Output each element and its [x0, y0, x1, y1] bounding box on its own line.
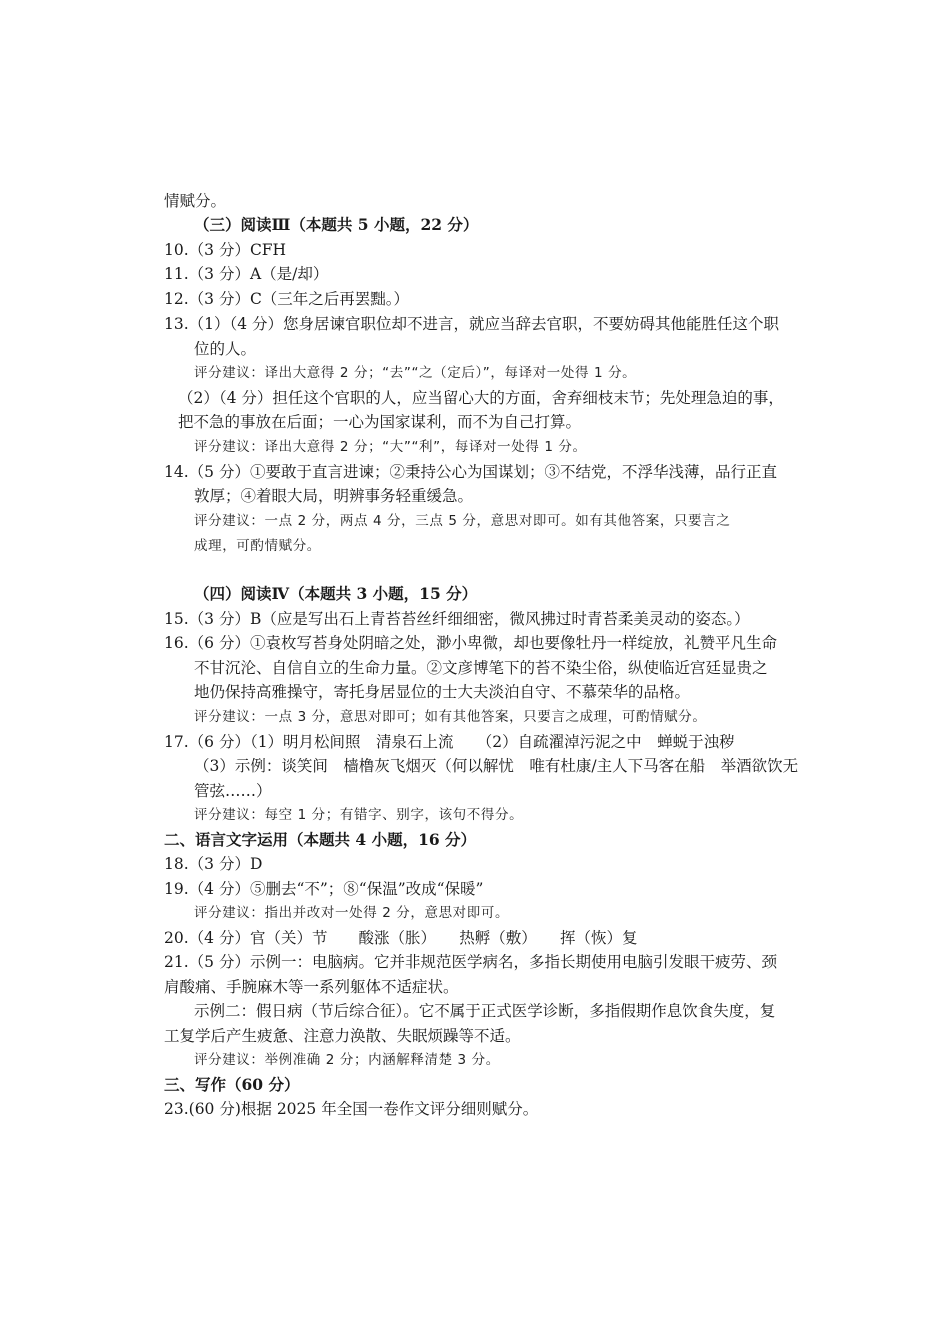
- grading-note: 评分建议：举例准确 2 分；内涵解释清楚 3 分。: [194, 1052, 500, 1068]
- answer-line: 地仍保持高雅操守，寄托身居显位的士大夫淡泊自守、不慕荣华的品格。: [194, 683, 691, 701]
- answer-line: 12.（3 分）C（三年之后再罢黜。）: [164, 290, 410, 308]
- grading-note: 评分建议：指出并改对一处得 2 分，意思对即可。: [194, 905, 510, 921]
- answer-line: 11.（3 分）A（是/却）: [164, 265, 329, 283]
- answer-line: 18.（3 分）D: [164, 855, 263, 873]
- answer-line: 19.（4 分）⑤删去“不”；⑧“保温”改成“保暖”: [164, 880, 484, 898]
- answer-line: 不甘沉沦、自信自立的生命力量。②文彦博笔下的苔不染尘俗，纵使临近宫廷显贵之: [194, 659, 768, 677]
- grading-note: 评分建议：每空 1 分；有错字、别字，该句不得分。: [194, 807, 524, 823]
- section-heading: 二、语言文字运用（本题共 4 小题，16 分）: [164, 830, 477, 849]
- section-heading: （四）阅读Ⅳ（本题共 3 小题，15 分）: [194, 584, 478, 603]
- answer-line: 13.（1）（4 分）您身居谏官职位却不进言，就应当辞去官职，不要妨碍其他能胜任这个职: [164, 315, 780, 333]
- answer-line: 工复学后产生疲惫、注意力涣散、失眠烦躁等不适。: [164, 1027, 521, 1045]
- section-heading: 三、写作（60 分）: [164, 1075, 300, 1094]
- answer-line: 17.（6 分）（1）明月松间照 清泉石上流 （2）自疏濯淖污泥之中 蝉蜕于浊秽: [164, 733, 735, 751]
- grading-note: 评分建议：译出大意得 2 分；“大”“利”，每译对一处得 1 分。: [194, 439, 587, 455]
- answer-line: 位的人。: [194, 340, 257, 358]
- answer-line: 肩酸痛、手腕麻木等一系列躯体不适症状。: [164, 978, 459, 996]
- answer-line: （3）示例：谈笑间 樯橹灰飞烟灭（何以解忧 唯有杜康/主人下马客在船 举酒欲饮无: [194, 757, 799, 775]
- text-line: 情赋分。: [164, 192, 227, 210]
- grading-note: 成理，可酌情赋分。: [194, 538, 321, 554]
- section-heading: （三）阅读Ⅲ（本题共 5 小题，22 分）: [194, 215, 479, 234]
- grading-note: 评分建议：一点 3 分，意思对即可；如有其他答案，只要言之成理，可酌情赋分。: [194, 709, 707, 725]
- answer-line: 管弦……）: [194, 782, 272, 800]
- grading-note: 评分建议：一点 2 分，两点 4 分，三点 5 分，意思对即可。如有其他答案，只要言之: [194, 513, 731, 529]
- answer-line: （2）（4 分）担任这个官职的人，应当留心大的方面，舍弃细枝末节；先处理急迫的事，: [178, 389, 784, 407]
- answer-line: 15.（3 分）B（应是写出石上青苔苔丝纤细细密，微风拂过时青苔柔美灵动的姿态。）: [164, 610, 750, 628]
- grading-note: 评分建议：译出大意得 2 分；“去”“之（定后）”，每译对一处得 1 分。: [194, 365, 637, 381]
- answer-line: 23.(60 分)根据 2025 年全国一卷作文评分细则赋分。: [164, 1100, 539, 1118]
- answer-line: 21.（5 分）示例一：电脑病。它并非规范医学病名，多指长期使用电脑引发眼干疲劳、颈: [164, 953, 777, 971]
- answer-line: 把不急的事放在后面；一心为国家谋利，而不为自己打算。: [178, 413, 582, 431]
- answer-line: 16.（6 分）①袁枚写苔身处阴暗之处，渺小卑微，却也要像牡丹一样绽放，礼赞平凡生命: [164, 634, 777, 652]
- answer-line: 10.（3 分）CFH: [164, 241, 287, 259]
- answer-line: 14.（5 分）①要敢于直言进谏；②秉持公心为国谋划；③不结党，不浮华浅薄，品行正直: [164, 463, 777, 481]
- answer-line: 20.（4 分）官（关）节 酸涨（胀） 热孵（敷） 挥（恢）复: [164, 929, 638, 947]
- answer-line: 示例二：假日病（节后综合征）。它不属于正式医学诊断，多指假期作息饮食失度，复: [194, 1002, 776, 1020]
- answer-line: 敦厚；④着眼大局，明辨事务轻重缓急。: [194, 487, 474, 505]
